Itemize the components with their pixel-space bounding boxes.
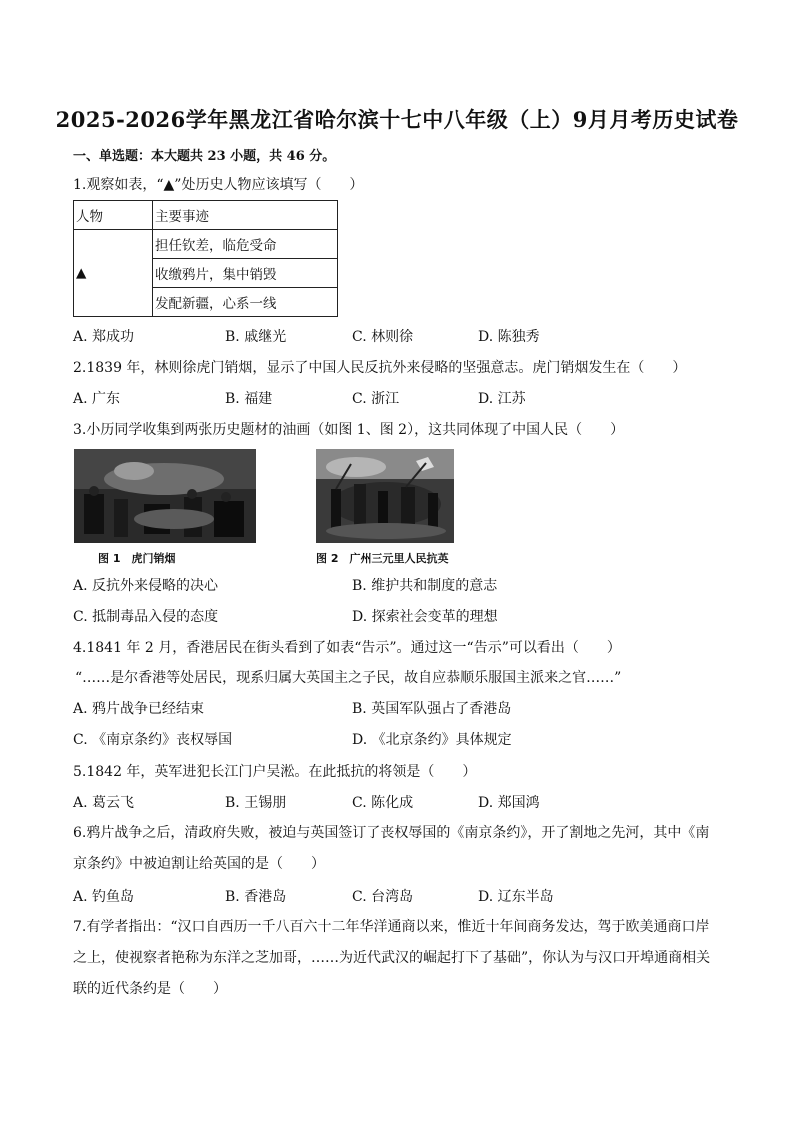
table-cell-deed: 担任钦差，临危受命 <box>153 230 338 259</box>
question-3-option-c[interactable]: C. 抵制毒品入侵的态度 <box>73 609 219 625</box>
table-cell-deed: 发配新疆，心系一线 <box>153 288 338 317</box>
question-4-option-c[interactable]: C. 《南京条约》丧权辱国 <box>73 732 233 748</box>
question-6-option-a[interactable]: A. 钓鱼岛 <box>73 889 135 905</box>
question-3-option-b[interactable]: B. 维护共和制度的意志 <box>352 578 498 594</box>
question-1-option-c[interactable]: C. 林则徐 <box>352 329 414 345</box>
question-3-option-d[interactable]: D. 探索社会变革的理想 <box>352 609 498 625</box>
question-1-option-d[interactable]: D. 陈独秀 <box>478 329 540 345</box>
question-5-stem: 5.1842 年，英军进犯长江门户吴淞。在此抵抗的将领是（ ） <box>73 764 477 780</box>
question-3-option-a[interactable]: A. 反抗外来侵略的决心 <box>73 578 219 594</box>
question-1-option-b[interactable]: B. 戚继光 <box>225 329 287 345</box>
question-1-stem: 1.观察如表，“▲”处历史人物应该填写（ ） <box>73 177 364 193</box>
question-1-table <box>73 200 338 317</box>
question-6-option-c[interactable]: C. 台湾岛 <box>352 889 414 905</box>
question-2-option-c[interactable]: C. 浙江 <box>352 391 400 407</box>
question-5-option-a[interactable]: A. 葛云飞 <box>73 795 135 811</box>
page-title: 2025-2026学年黑龙江省哈尔滨十七中八年级（上）9月月考历史试卷 <box>55 107 739 132</box>
question-4-option-a[interactable]: A. 鸦片战争已经结束 <box>73 701 205 717</box>
question-2-option-b[interactable]: B. 福建 <box>225 391 273 407</box>
table-cell-deed: 收缴鸦片，集中销毁 <box>153 259 338 288</box>
question-6-option-d[interactable]: D. 辽东半岛 <box>478 889 554 905</box>
question-5-option-c[interactable]: C. 陈化成 <box>352 795 414 811</box>
question-2-option-a[interactable]: A. 广东 <box>73 391 121 407</box>
question-6-option-b[interactable]: B. 香港岛 <box>225 889 287 905</box>
figure-1-painting <box>74 449 256 543</box>
question-2-option-d[interactable]: D. 江苏 <box>478 391 526 407</box>
question-4-option-d[interactable]: D. 《北京条约》具体规定 <box>352 732 512 748</box>
question-4-stem: 4.1841 年 2 月，香港居民在街头看到了如表“告示”。通过这一“告示”可以看出（ ） <box>73 640 621 656</box>
question-4-option-b[interactable]: B. 英国军队强占了香港岛 <box>352 701 512 717</box>
question-3-stem: 3.小历同学收集到两张历史题材的油画（如图 1、图 2），这共同体现了中国人民（ ） <box>73 422 625 438</box>
figure-1-caption: 图 1 虎门销烟 <box>98 552 176 565</box>
question-4-quote: “……是尔香港等处居民，现系归属大英国主之子民，故自应恭顺乐服国主派来之官……” <box>75 670 622 686</box>
question-1-option-a[interactable]: A. 郑成功 <box>73 329 135 345</box>
section-heading: 一、单选题：本大题共 23 小题，共 46 分。 <box>73 149 336 164</box>
figure-2-painting <box>316 449 454 543</box>
table-header-deeds: 主要事迹 <box>153 201 338 230</box>
question-2-stem: 2.1839 年，林则徐虎门销烟，显示了中国人民反抗外来侵略的坚强意志。虎门销烟发生在（ ） <box>73 360 687 376</box>
question-5-option-d[interactable]: D. 郑国鸿 <box>478 795 540 811</box>
question-7-stem: 7.有学者指出：“汉口自西历一千八百六十二年华洋通商以来，惟近十年间商务发达，驾于欧美通商口岸之上，使视察者艳称为东洋之芝加哥，……为近代武汉的崛起打下了基础”，你认为与汉口开埠通商相关联的近代条约是（ ） <box>73 919 711 997</box>
figure-2-caption: 图 2 广州三元里人民抗英 <box>316 552 449 565</box>
question-5-option-b[interactable]: B. 王锡朋 <box>225 795 287 811</box>
table-header-person: 人物 <box>74 201 153 230</box>
question-6-stem: 6.鸦片战争之后，清政府失败，被迫与英国签订了丧权辱国的《南京条约》，开了割地之先河，其中《南京条约》中被迫割让给英国的是（ ） <box>73 825 710 872</box>
table-cell-person: ▲ <box>74 230 153 317</box>
